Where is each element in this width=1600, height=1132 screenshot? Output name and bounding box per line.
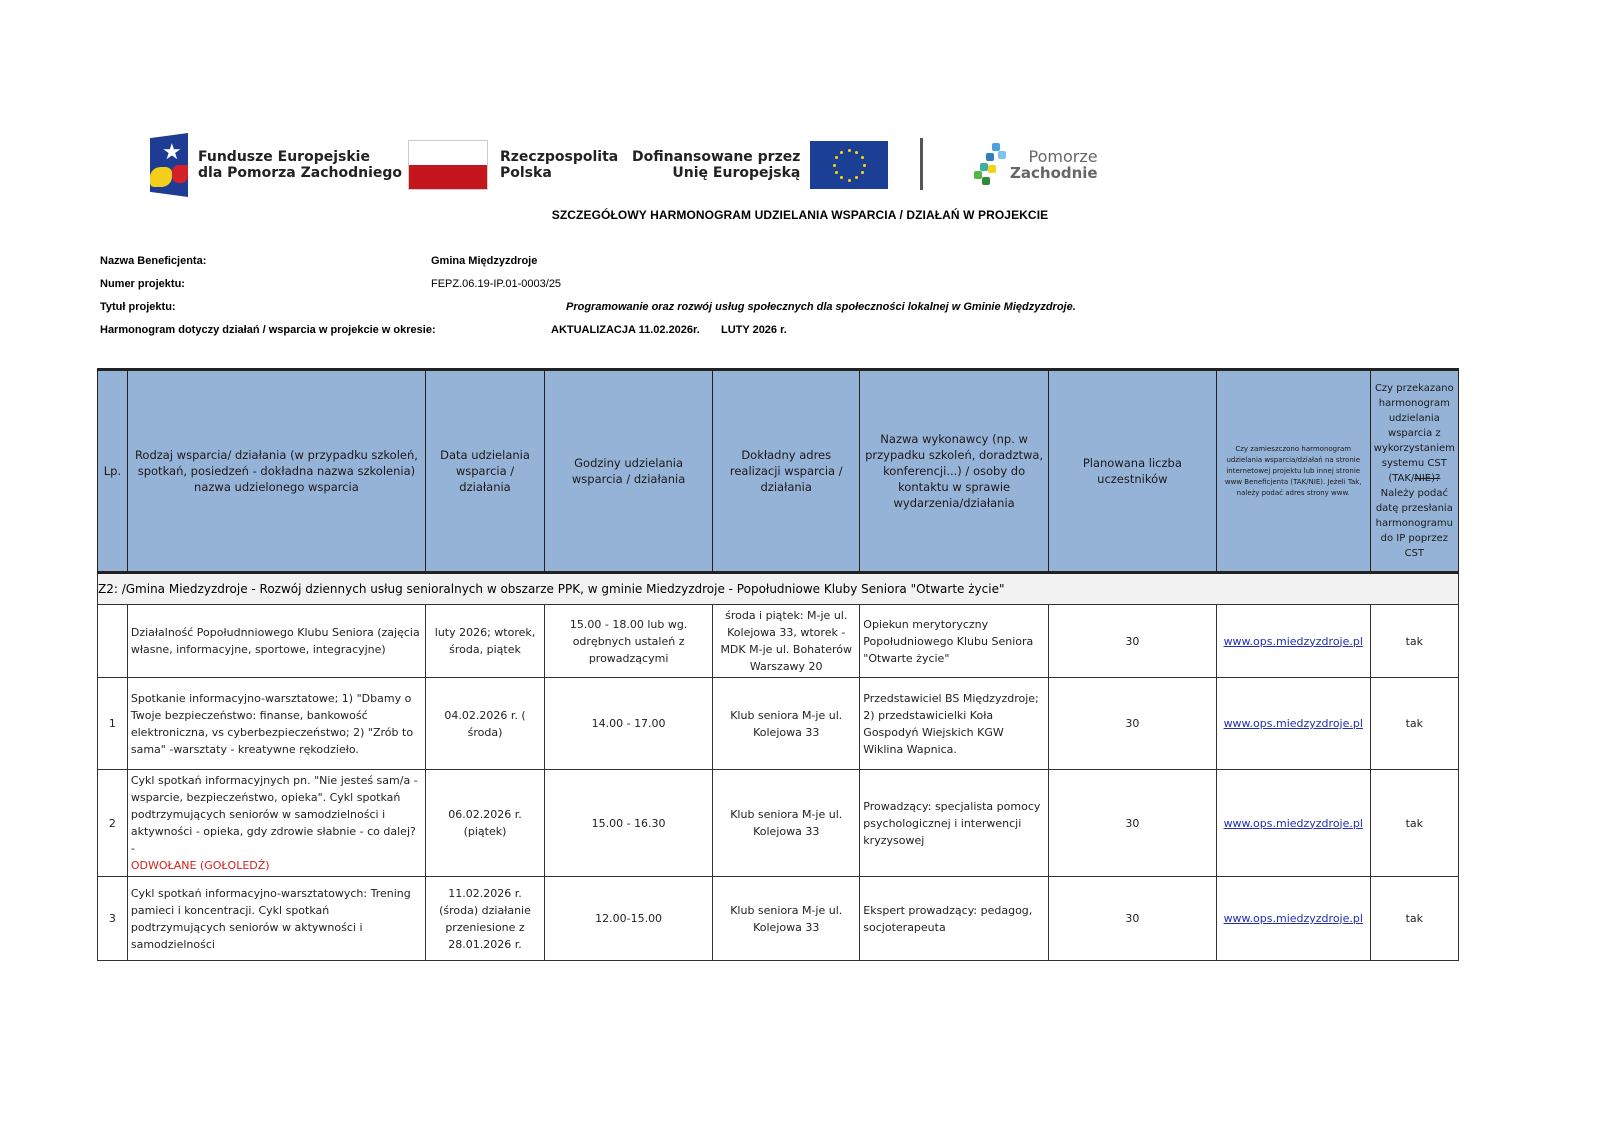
header-participants: Planowana liczba uczestników [1048, 370, 1216, 573]
row-contractor [860, 605, 1049, 678]
logo-funds-europe [150, 130, 402, 200]
logo-pl-line2: Polska [500, 165, 552, 181]
row-contractor [860, 877, 1049, 961]
logo-eu-funding [632, 130, 888, 200]
header-cst-after: Należy podać datę przesłania harmonogramu do IP poprzez CST [1375, 488, 1454, 559]
row-support-name-text: Spotkanie informacyjno-warsztatowe; 1) "Dbamy o Twoje bezpieczeństwo: finanse, bankowość elektroniczna, vs cyberbezpieczeństwo; 2) "Zrób to sama" -warsztaty - kreatywne rękodzieło. [130, 691, 414, 756]
eu-star-icon [835, 156, 838, 159]
row-contractor-text: Ekspert prowadzący: pedagog, socjoterapeuta [863, 903, 1033, 934]
header-contractor: Nazwa wykonawcy (np. w przypadku szkoleń, doradztwa, konferencji...) / osoby do kontaktu w sprawie wydarzenia/działania [860, 370, 1049, 573]
eu-star-icon [848, 179, 851, 182]
row-date-text: 04.02.2026 r. ( środa) [444, 708, 526, 739]
logo-pl-line1: Rzeczpospolita [500, 149, 619, 165]
project-number-label: Numer projektu: [100, 278, 185, 290]
eu-star-icon [833, 164, 836, 167]
funds-europe-logo-icon: ★ [150, 133, 188, 197]
row-contractor [860, 770, 1049, 877]
row-support-name [127, 877, 425, 961]
row-date [426, 877, 545, 961]
row-participants [1048, 770, 1216, 877]
logo-bar [150, 130, 1130, 200]
row-cst [1370, 770, 1458, 877]
row-lp-text: 1 [108, 717, 116, 730]
table-row [98, 678, 1459, 770]
website-link[interactable]: www.ops.miedzyzdroje.pl [1223, 816, 1363, 830]
eu-star-icon [861, 156, 864, 159]
row-lp-text: 3 [108, 912, 116, 925]
row-lp [98, 678, 128, 770]
row-date [426, 605, 545, 678]
logo-eu-line2: Unię Europejską [672, 165, 801, 181]
period-month: LUTY 2026 r. [721, 324, 787, 336]
row-website [1216, 605, 1370, 678]
row-lp-text: 2 [108, 816, 116, 830]
row-hours [545, 770, 713, 877]
row-participants-text: 30 [1125, 634, 1140, 648]
website-link[interactable]: www.ops.miedzyzdroje.pl [1223, 717, 1363, 730]
row-hours [545, 678, 713, 770]
row-address [713, 877, 860, 961]
row-support-name [127, 770, 425, 877]
header-lp: Lp. [98, 370, 128, 573]
section-row [98, 573, 1459, 605]
header-address: Dokładny adres realizacji wsparcia / działania [713, 370, 860, 573]
row-date-text: 11.02.2026 r. (środa) działanie przeniesione z 28.01.2026 r. [439, 886, 531, 951]
logo-poland [408, 130, 618, 200]
row-support-name-text: Działalność Popołudnniowego Klubu Seniora (zajęcia własne, informacyjne, sportowe, integracyjne) [130, 626, 420, 656]
eu-star-icon [835, 171, 838, 174]
eu-star-icon [840, 151, 843, 154]
schedule-table [97, 368, 1459, 961]
row-address [713, 678, 860, 770]
row-address [713, 770, 860, 877]
header-date: Data udzielania wsparcia / działania [426, 370, 545, 573]
table-row [98, 770, 1459, 877]
row-address-text: Klub seniora M-je ul. Kolejowa 33 [730, 903, 843, 934]
logo-fe-line1: Fundusze Europejskie [198, 149, 370, 165]
row-date [426, 770, 545, 877]
project-title-value: Programowanie oraz rozwój usług społecznych dla społeczności lokalnej w Gminie Międzyzdroje. [566, 301, 1076, 313]
row-hours-text: 15.00 - 18.00 lub wg. odrębnych ustaleń z prowadzącymi [569, 617, 688, 665]
polish-flag-icon [408, 140, 488, 190]
header-cst-struck: NIE)? [1414, 473, 1441, 484]
row-cst-text: tak [1405, 912, 1424, 925]
row-support-name [127, 678, 425, 770]
row-support-name-text: Cykl spotkań informacyjno-warsztatowych: Trening pamieci i koncentracji. Cykl spotkań podtrzymujących seniorów w aktywności i samodzielności [130, 886, 411, 951]
logo-divider [920, 138, 923, 190]
logo-pz-line1: Pomorze [1028, 147, 1098, 166]
row-website [1216, 678, 1370, 770]
logo-fe-line2: dla Pomorza Zachodniego [198, 165, 403, 181]
header-support-type: Rodzaj wsparcia/ działania (w przypadku szkoleń, spotkań, posiedzeń - dokładna nazwa szkolenia) nazwa udzielonego wsparcia [127, 370, 425, 573]
eu-star-icon [848, 149, 851, 152]
row-website [1216, 770, 1370, 877]
row-date [426, 678, 545, 770]
row-hours-text: 12.00-15.00 [595, 912, 663, 925]
header-cst-before: Czy przekazano harmonogram udzielania wsparcia z wykorzystaniem systemu CST (TAK/ [1373, 383, 1455, 484]
pomorze-zachodnie-logo-icon [970, 141, 1006, 189]
cancelled-note: ODWOŁANE (GOŁOLEDŹ) [130, 859, 270, 872]
logo-pomorze-zachodnie [970, 130, 1098, 200]
row-participants [1048, 605, 1216, 678]
row-participants-text: 30 [1125, 816, 1140, 830]
eu-flag-icon [810, 141, 888, 189]
document-title: SZCZEGÓŁOWY HARMONOGRAM UDZIELANIA WSPARCIA / DZIAŁAŃ W PROJEKCIE [551, 208, 1049, 222]
project-number-value: FEPZ.06.19-IP.01-0003/25 [431, 278, 562, 290]
row-contractor-text: Prowadzący: specjalista pomocy psychologicznej i interwencji kryzysowej [863, 799, 1041, 847]
row-cst [1370, 605, 1458, 678]
table-header-row [98, 370, 1459, 573]
period-update: AKTUALIZACJA 11.02.2026r. [551, 324, 700, 336]
row-participants-text: 30 [1125, 912, 1140, 925]
row-support-name-text: Cykl spotkań informacyjnych pn. "Nie jesteś sam/a - wsparcie, bezpieczeństwo, opieka". Cykl spotkań podtrzymujących seniorów w samodzielności i aktywności - opieka, gdy zdrowie słabnie - co dalej? - [130, 774, 418, 855]
eu-star-icon [863, 164, 866, 167]
section-title: Z2: /Gmina Miedzyzdroje - Rozwój dziennych usług senioralnych w obszarze PPK, w gminie Miedzyzdroje - Popołudniowe Kluby Seniora "Otwarte życie" [98, 573, 1459, 605]
period-label: Harmonogram dotyczy działań / wsparcia w projekcie w okresie: [100, 324, 436, 336]
beneficiary-label: Nazwa Beneficjenta: [100, 255, 207, 267]
row-cst [1370, 877, 1458, 961]
eu-star-icon [855, 176, 858, 179]
table-row [98, 605, 1459, 678]
row-cst-text: tak [1405, 816, 1424, 830]
header-hours: Godziny udzielania wsparcia / działania [545, 370, 713, 573]
row-participants [1048, 678, 1216, 770]
header-website: Czy zamieszczono harmonogram udzielania wsparcia/działań na stronie internetowej projektu lub innej stronie www Beneficjenta (TAK/NIE). Jeżeli Tak, należy podać adres strony www. [1216, 370, 1370, 573]
website-link[interactable]: www.ops.miedzyzdroje.pl [1223, 912, 1363, 925]
row-support-name [127, 605, 425, 678]
header-cst [1370, 370, 1458, 573]
row-hours-text: 14.00 - 17.00 [591, 717, 666, 730]
row-hours-text: 15.00 - 16.30 [591, 816, 666, 830]
row-lp [98, 770, 128, 877]
row-contractor [860, 678, 1049, 770]
row-hours [545, 877, 713, 961]
row-contractor-text: Przedstawiciel BS Międzyzdroje; 2) przedstawicielki Koła Gospodyń Wiejskich KGW Wiklina Wapnica. [863, 691, 1039, 756]
row-cst [1370, 678, 1458, 770]
row-lp [98, 877, 128, 961]
row-participants [1048, 877, 1216, 961]
logo-pz-line2: Zachodnie [1010, 164, 1098, 182]
row-hours [545, 605, 713, 678]
eu-star-icon [840, 176, 843, 179]
table-row [98, 877, 1459, 961]
row-contractor-text: Opiekun merytoryczny Popołudniowego Klubu Seniora "Otwarte życie" [863, 617, 1034, 665]
row-date-text: luty 2026; wtorek, środa, piątek [434, 626, 536, 656]
row-lp [98, 605, 128, 678]
row-address [713, 605, 860, 678]
website-link[interactable]: www.ops.miedzyzdroje.pl [1223, 634, 1363, 648]
beneficiary-value: Gmina Międzyzdroje [431, 255, 538, 267]
row-date-text: 06.02.2026 r. (piątek) [448, 808, 522, 838]
eu-star-icon [855, 151, 858, 154]
row-address-text: Klub seniora M-je ul. Kolejowa 33 [730, 708, 843, 739]
logo-eu-line1: Dofinansowane przez [632, 149, 801, 165]
row-participants-text: 30 [1125, 717, 1140, 730]
row-cst-text: tak [1405, 717, 1424, 730]
project-title-label: Tytuł projektu: [100, 301, 176, 313]
row-website [1216, 877, 1370, 961]
row-address-text: Klub seniora M-je ul. Kolejowa 33 [730, 808, 843, 838]
row-cst-text: tak [1405, 634, 1424, 648]
row-address-text: środa i piątek: M-je ul. Kolejowa 33, wtorek - MDK M-je ul. Bohaterów Warszawy 20 [720, 609, 852, 673]
eu-star-icon [861, 171, 864, 174]
